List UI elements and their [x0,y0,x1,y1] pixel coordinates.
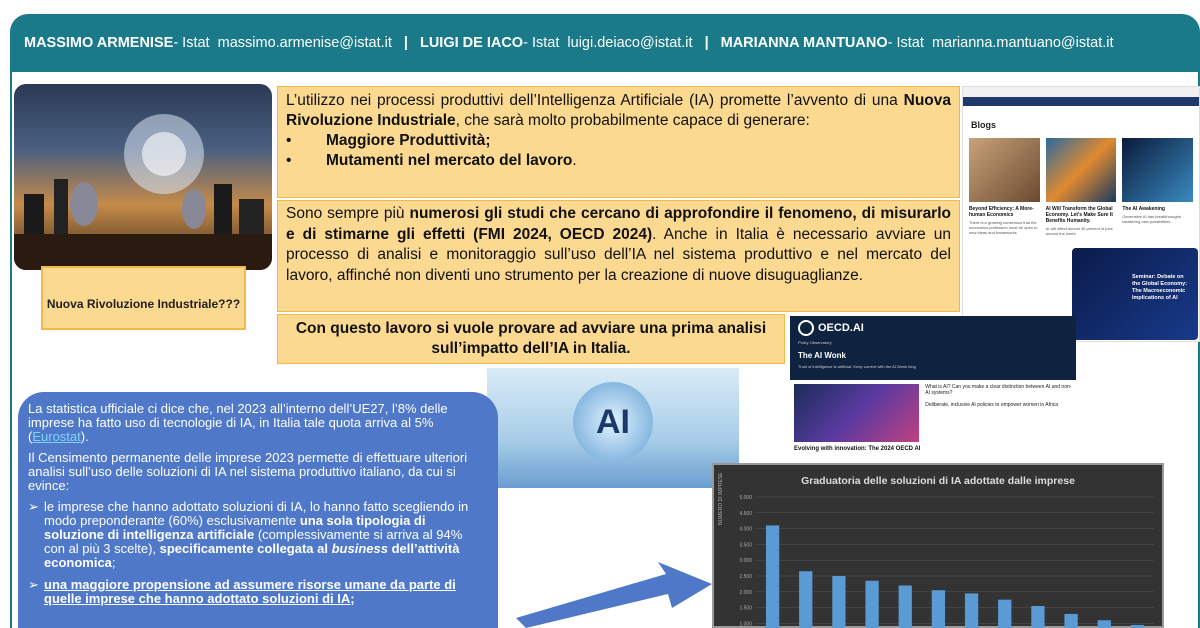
bullet: • [286,152,292,169]
oecd-title: The AI Wonk [798,351,846,360]
separator: | [403,35,408,51]
finding-italic: business [331,541,388,556]
blog-card [969,138,1040,236]
author-1-affiliation: - Istat [173,35,210,51]
finding-bold: una sola tipologia di soluzione di intelligenza artificiale [44,513,426,542]
seminar-card: Seminar: Debate on the Global Economy: The Macroeconomic Implications of AI [1072,248,1198,340]
studies-text-2: . Anche in Italia è necessario avviare un processo di analisi e monitoraggio sull’uso dell’IA nel sistema produttivo e nel mercato del lavoro, affinché non diventi uno strumento per la creazione di nuove disuguaglianze. [286,225,952,284]
chart-bar [865,581,878,628]
oecd-subtitle: Trust of intelligence is artificial. Keep current with the AI Wonk blog [798,364,916,369]
studies-text-1: Sono sempre più [286,205,410,222]
oecd-circle-icon [798,320,814,336]
oecd-logo [798,320,1068,336]
author-1-name: MASSIMO ARMENISE [24,35,174,51]
eurostat-text-end: ). [80,429,89,444]
list-item-text: Mutamenti nel mercato del lavoro [326,152,573,169]
chart-bar [766,525,779,628]
authors-header [10,14,1200,72]
list-item-text: Maggiore Produttività; [326,132,491,149]
finding-bold: dell’attività economica [44,541,460,570]
chart-bar [965,593,978,628]
chart-plot [714,465,1166,628]
oecd-body [790,380,1076,446]
census-paragraph: Il Censimento permanente delle imprese 2023 permette di effettuare ulteriori analisi sull’uso delle soluzioni di IA nel sistema produttivo italiano, da cui si evince: [28,450,468,493]
oecd-ai-screenshot [790,316,1076,456]
chart-bar [799,571,812,628]
blog-thumb [1046,138,1117,202]
ai-glyph: AI [573,382,653,462]
finding-underlined: una maggiore propensione ad assumere risorse umane da parte di quelle imprese che hanno adottato soluzioni di IA; [44,577,456,606]
blog-card-title: The AI Awakening [1122,206,1165,212]
oecd-header [790,316,1076,380]
y-tick-label: 4.000 [739,526,752,533]
separator: | [704,35,709,51]
eurostat-paragraph [28,402,486,444]
oecd-post: Deliberate, inclusive AI policies to empower women in Africa [925,402,1059,408]
finding-text: (complessivamente si arriva al 94% con al più 3 scelte), [44,527,463,556]
y-tick-label: 4.500 [739,510,752,517]
y-tick-label: 3.500 [739,542,752,549]
oecd-feature-title: Evolving with innovation: The 2024 OECD AI [794,446,921,452]
image-caption: Nuova Rivoluzione Industriale??? [41,266,246,330]
blog-thumb [969,138,1040,202]
site-nav [963,97,1199,106]
arrow-right-icon [516,560,712,628]
author-1-email[interactable]: massimo.armenise@istat.it [217,35,392,51]
intro-text: L’utilizzo nei processi produttivi dell’Intelligenza Artificiale (IA) promette l’avvento di una [286,92,904,109]
finding-text: ; [111,555,116,570]
blog-heading: Blogs [971,120,997,130]
eurostat-text: La statistica ufficiale ci dice che, nel 2023 all’interno dell’UE27, l’8% delle imprese ha fatto uso di tecnologie di IA, in Italia tale quota arriva al 5% ( [28,401,448,444]
frame-left [10,72,12,628]
aim-box: Con questo lavoro si vuole provare ad avviare una prima analisi sull’impatto dell’IA in Italia. [277,314,785,364]
arrow-bullet-icon: ➢ [28,499,39,514]
author-2-email[interactable]: luigi.deiaco@istat.it [567,35,693,51]
list-item [286,131,951,151]
chart-bar [1098,620,1111,628]
y-tick-label: 1.000 [739,621,752,628]
blog-card [1046,138,1117,236]
blog-card-title: AI Will Transform the Global Economy. Let's Make Sure It Benefits Humanity. [1045,206,1113,224]
blog-card-text: There is a growing consensus that the economics profession must be open to new ideas and frameworks [969,220,1038,235]
author-2-name: LUIGI DE IACO [419,35,524,51]
chart-ylabel: NUMERO DI IMPRESE [718,472,724,525]
chart-bar [1031,606,1044,628]
industrial-revolution-image [14,84,272,270]
blog-card-title: Beyond Efficiency: A More-human Economics [969,206,1034,218]
blog-cards [963,138,1199,236]
y-tick-label: 1.500 [739,605,752,612]
chart-title: Graduatoria delle soluzioni di IA adottate dalle imprese [801,475,1075,487]
author-3-name: MARIANNA MANTUANO [720,35,888,51]
y-tick-label: 5.000 [739,495,752,501]
author-2-affiliation: - Istat [523,35,560,51]
y-tick-label: 3.000 [739,558,752,565]
blog-card-text: AI will affect almost 40 percent of jobs around the world [1045,226,1113,236]
chart-bar [899,585,912,628]
chart-bar [832,576,845,628]
y-tick-label: 2.500 [739,574,752,580]
intro-box [277,86,960,198]
y-tick-label: 2.000 [739,589,752,596]
author-3-email[interactable]: marianna.mantuano@istat.it [931,35,1114,51]
chart-bar [1064,614,1077,628]
arrow-bullet-icon: ➢ [28,577,39,592]
eurostat-link[interactable]: Eurostat [32,429,81,444]
ai-solutions-chart [712,463,1164,628]
finding-item [28,578,486,606]
finding-text: le imprese che hanno adottato soluzioni di IA, lo hanno fatto scegliendo in modo preponderante (60%) esclusivamente [44,499,469,528]
finding-item [28,500,486,570]
chart-bar [932,590,945,628]
oecd-logo-sub: Policy Observatory [798,340,832,345]
oecd-posts [919,384,1072,442]
oecd-logo-text: OECD.AI [818,322,864,334]
author-3-affiliation: - Istat [887,35,924,51]
browser-bar [963,87,1199,97]
ai-hand-image [487,368,739,488]
intro-tail: , che sarà molto probabilmente capace di generare: [455,112,810,129]
blog-card [1122,138,1193,236]
blog-thumb [1122,138,1193,202]
blog-card-text: Generative AI has breakthroughs tantalizing new possibilities [1122,214,1181,224]
oecd-post: What is AI? Can you make a clear distinction between AI and non-AI systems? [925,384,1072,396]
studies-bold: numerosi gli studi che cercano di approfondire il fenomeno, di misurarlo e di stimarne gli effetti (FMI 2024, OECD 2024) [286,205,951,243]
studies-box [277,200,960,312]
oecd-feature-image [794,384,919,442]
findings-panel [18,392,498,628]
finding-bold: specificamente collegata al [159,541,332,556]
chart-bar [998,600,1011,628]
intro-bold: Nuova Rivoluzione Industriale [286,92,951,129]
effects-list [286,131,951,171]
robot-factory-illustration [14,84,272,270]
list-item: • Mutamenti nel mercato del lavoro. [286,152,577,169]
bullet: • [286,132,292,149]
